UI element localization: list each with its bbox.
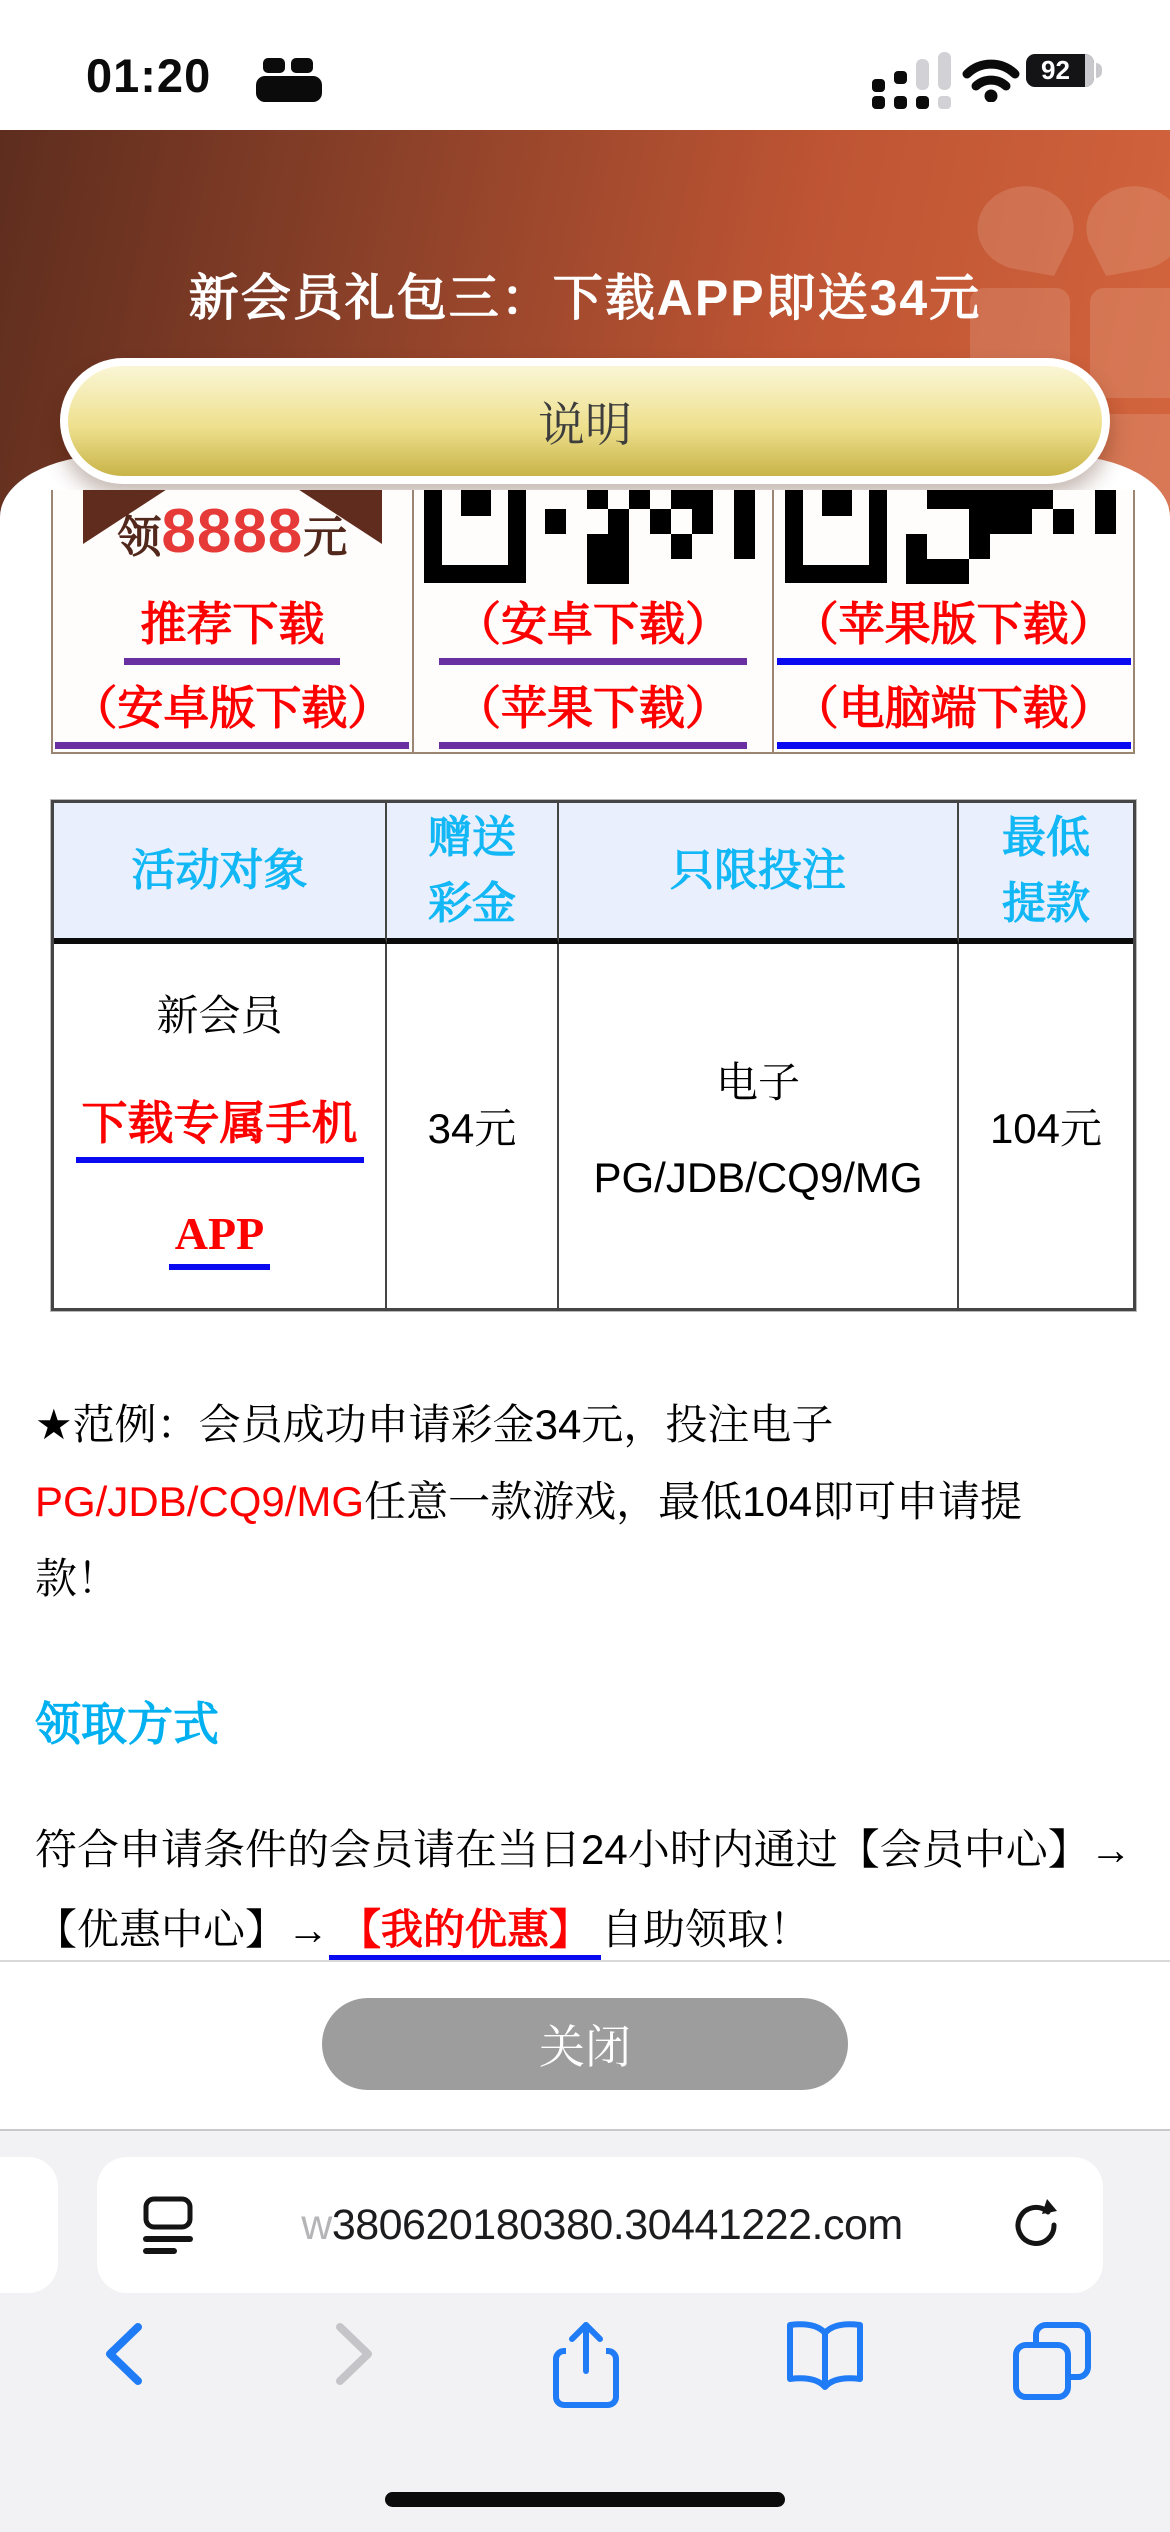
status-bar bbox=[0, 0, 1170, 130]
battery-icon bbox=[1026, 54, 1094, 87]
qr-code-android bbox=[414, 490, 773, 584]
footer-divider bbox=[0, 1960, 1170, 1962]
close-button[interactable]: 关闭 bbox=[322, 1998, 848, 2090]
reader-icon[interactable] bbox=[141, 2195, 195, 2255]
promo-title: 新会员礼包三：下载APP即送34元 bbox=[188, 270, 982, 326]
table-cell-bonus: 34元 bbox=[387, 944, 559, 1308]
bet-type: 电子 bbox=[715, 1059, 800, 1106]
bonus-amount: 领8888元 bbox=[117, 497, 348, 566]
example-paragraph: ★范例：会员成功申请彩金34元，投注电子PG/JDB/CQ9/MG任意一款游戏，最低104即可申请提款！ bbox=[35, 1401, 1023, 1602]
download-link-recommended[interactable]: 推荐下载 bbox=[124, 588, 340, 665]
clock: 01:20 bbox=[86, 49, 212, 102]
table-header-min-withdraw: 最低提款 bbox=[959, 803, 1133, 944]
table-header-target: 活动对象 bbox=[54, 803, 387, 944]
download-col-ios bbox=[772, 490, 1133, 752]
download-col-android bbox=[412, 490, 773, 752]
download-link-ios[interactable]: （苹果下载） bbox=[439, 672, 747, 749]
download-table bbox=[51, 490, 1135, 754]
share-icon[interactable] bbox=[552, 2321, 620, 2409]
providers-highlight: PG/JDB/CQ9/MG bbox=[35, 1478, 365, 1525]
claim-heading: 领取方式 bbox=[35, 1698, 219, 1750]
download-link-android[interactable]: （安卓下载） bbox=[439, 588, 747, 665]
note-button-label: 说明 bbox=[68, 366, 1102, 476]
battery-empty-segment bbox=[1085, 54, 1094, 87]
previous-tab-peek[interactable] bbox=[0, 2157, 58, 2293]
claim-paragraph: 符合申请条件的会员请在当日24小时内通过【会员中心】→【优惠中心】→ 【我的优惠】 自助领取！ bbox=[35, 1810, 1145, 1970]
address-bar[interactable] bbox=[97, 2157, 1103, 2293]
app-download-link-line1[interactable]: 下载专属手机 bbox=[76, 1087, 364, 1163]
bookmarks-icon[interactable] bbox=[782, 2321, 868, 2391]
back-icon[interactable] bbox=[100, 2321, 146, 2387]
sleep-bed-icon bbox=[256, 58, 322, 104]
cellular-signal-icon bbox=[872, 52, 956, 110]
download-link-android-ver[interactable]: （安卓版下载） bbox=[55, 672, 409, 749]
my-promos-link[interactable]: 【我的优惠】 bbox=[329, 1906, 601, 1962]
reload-icon[interactable] bbox=[1009, 2195, 1065, 2255]
target-text: 新会员 bbox=[156, 991, 283, 1039]
download-link-pc[interactable]: （电脑端下载） bbox=[777, 672, 1131, 749]
url-text[interactable]: w380620180380.30441222.com bbox=[301, 2200, 903, 2249]
home-indicator[interactable] bbox=[385, 2492, 785, 2507]
wifi-icon bbox=[962, 56, 1020, 102]
table-cell-target bbox=[54, 944, 387, 1308]
forward-icon[interactable] bbox=[332, 2321, 378, 2387]
battery-nub bbox=[1096, 63, 1102, 78]
qr-code-ios bbox=[774, 490, 1133, 584]
note-button[interactable] bbox=[60, 358, 1110, 484]
table-header-bet: 只限投注 bbox=[559, 803, 959, 944]
tabs-icon[interactable] bbox=[1012, 2321, 1092, 2401]
bonus-banner-image bbox=[53, 490, 412, 584]
safari-bottom-bar bbox=[0, 2129, 1170, 2532]
table-header-bonus: 赠送彩金 bbox=[387, 803, 559, 944]
bet-providers: PG/JDB/CQ9/MG bbox=[593, 1154, 923, 1201]
promo-table bbox=[51, 800, 1136, 1311]
download-link-ios-ver[interactable]: （苹果版下载） bbox=[777, 588, 1131, 665]
download-col-recommended bbox=[53, 490, 412, 752]
table-cell-min-withdraw: 104元 bbox=[989, 1105, 1103, 1152]
table-cell-bet bbox=[559, 944, 959, 1308]
app-download-link-line2[interactable]: APP bbox=[169, 1207, 270, 1270]
battery-percent: 92 bbox=[1041, 55, 1070, 85]
